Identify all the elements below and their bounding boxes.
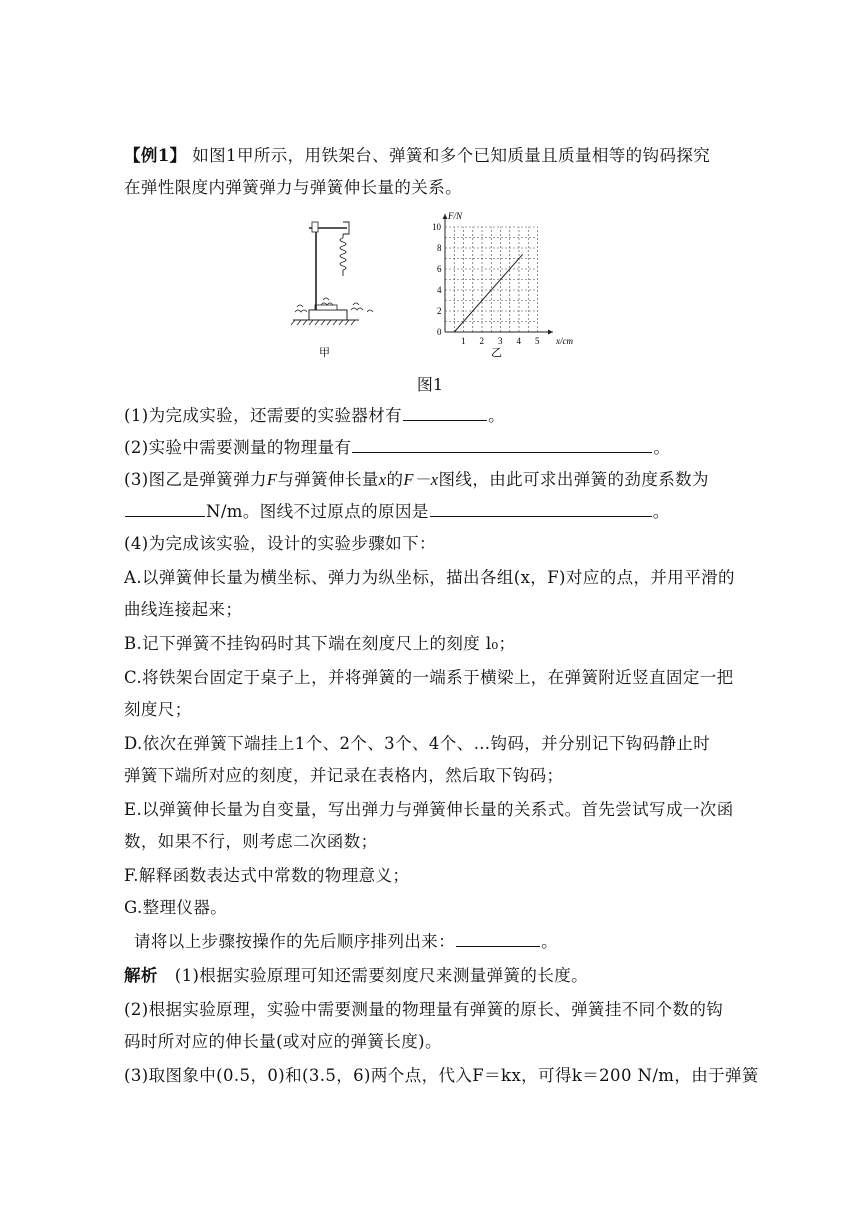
step-a-line-2: 曲线连接起来； <box>124 600 243 619</box>
answer-blank-3a[interactable] <box>125 500 205 517</box>
symbol-x: x <box>378 470 387 489</box>
example-stem-line-1 <box>124 144 744 168</box>
x-tick-label: 4 <box>516 336 521 346</box>
example-label: 【例1】 <box>124 146 187 165</box>
step-g: G.整理仪器。 <box>124 898 228 917</box>
question-1-text: (1)为完成实验，还需要的实验器材有 <box>124 406 403 425</box>
question-1-end: 。 <box>488 406 505 425</box>
question-2 <box>124 436 744 460</box>
x-tick-label: 5 <box>535 336 540 346</box>
answer-blank-order[interactable] <box>456 930 540 947</box>
order-question <box>134 930 754 954</box>
question-3-text-a: (3)图乙是弹簧弹力 <box>124 470 267 489</box>
analysis-label: 解析 <box>124 966 158 985</box>
question-2-end: 。 <box>653 438 671 457</box>
step-c-line-1: C.将铁架台固定于桌子上，并将弹簧的一端系于横梁上，在弹簧附近竖直固定一把 <box>124 668 734 687</box>
y-tick-label: 0 <box>437 327 442 337</box>
analysis-2-line-2: 码时所对应的伸长量(或对应的弹簧长度)。 <box>124 1032 442 1051</box>
y-axis-label: F/N <box>448 211 463 221</box>
question-3-line-1 <box>124 468 744 492</box>
symbol-F-x: F－x <box>403 470 439 489</box>
figure-label-jia: 甲 <box>319 346 330 359</box>
step-e-line-2: 数，如果不行，则考虑二次函数； <box>124 832 378 851</box>
x-tick-label: 2 <box>479 336 484 346</box>
graph-grid <box>445 227 538 332</box>
step-d-line-1: D.依次在弹簧下端挂上1个、2个、3个、4个、…钩码，并分别记下钩码静止时 <box>124 734 711 753</box>
step-c-line-2: 刻度尺； <box>124 700 192 719</box>
y-tick-label: 4 <box>437 285 442 295</box>
figure-1 <box>285 208 585 368</box>
question-4: (4)为完成该实验，设计的实验步骤如下： <box>124 534 436 553</box>
figure-label-yi: 乙 <box>491 346 502 359</box>
question-1 <box>124 404 744 428</box>
analysis-1: (1)根据实验原理可知还需要刻度尺来测量弹簧的长度。 <box>174 966 589 985</box>
step-b: B.记下弹簧不挂钩码时其下端在刻度尺上的刻度 l₀； <box>124 634 516 653</box>
example-stem-line-2: 在弹性限度内弹簧弹力与弹簧伸长量的关系。 <box>124 178 462 197</box>
x-tick-labels <box>461 336 540 346</box>
step-a-line-1: A.以弹簧伸长量为横坐标、弹力为纵坐标，描出各组(x，F)对应的点，并用平滑的 <box>124 568 735 587</box>
question-3-line-2 <box>124 500 744 524</box>
x-tick-label: 1 <box>461 336 466 346</box>
question-3-text-d: 图线，由此可求出弹簧的劲度系数为 <box>438 470 709 489</box>
apparatus-illustration <box>291 222 373 359</box>
step-f: F.解释函数表达式中常数的物理意义； <box>124 866 410 885</box>
x-tick-label: 3 <box>498 336 503 346</box>
y-tick-label: 8 <box>437 243 442 253</box>
analysis-line-1 <box>124 964 744 988</box>
y-tick-label: 2 <box>437 306 442 316</box>
step-d-line-2: 弹簧下端所对应的刻度，并记录在表格内，然后取下钩码； <box>124 766 564 785</box>
question-3-unit: N/m。图线不过原点的原因是 <box>206 502 429 521</box>
example-stem-1: 如图1甲所示，用铁架台、弹簧和多个已知质量且质量相等的钩码探究 <box>192 146 711 165</box>
figure-caption: 图1 <box>416 375 444 394</box>
analysis-3-line-1: (3)取图象中(0.5，0)和(3.5，6)两个点，代入F＝kx，可得k＝200 N/m，由于弹簧 <box>124 1066 759 1085</box>
step-e-line-1: E.以弹簧伸长量为自变量，写出弹力与弹簧伸长量的关系式。首先尝试写成一次函 <box>124 800 734 819</box>
y-tick-label: 6 <box>437 264 442 274</box>
fx-graph <box>432 211 573 359</box>
y-axis-arrow-icon <box>443 214 448 219</box>
answer-blank-1[interactable] <box>403 404 487 421</box>
symbol-F: F <box>266 470 278 489</box>
answer-blank-3b[interactable] <box>430 500 652 517</box>
question-3-text-c: 的 <box>386 470 404 489</box>
order-question-text: 请将以上步骤按操作的先后顺序排列出来： <box>134 932 456 951</box>
analysis-2-line-1: (2)根据实验原理，实验中需要测量的物理量有弹簧的原长、弹簧挂不同个数的钩 <box>124 1000 724 1019</box>
question-2-text: (2)实验中需要测量的物理量有 <box>124 438 352 457</box>
order-question-end: 。 <box>541 932 559 951</box>
answer-blank-2[interactable] <box>352 436 652 453</box>
x-axis-arrow-icon <box>548 330 553 335</box>
y-tick-label: 10 <box>432 222 441 232</box>
question-3-text-b: 与弹簧伸长量 <box>277 470 379 489</box>
y-tick-labels <box>432 222 442 337</box>
question-3-end: 。 <box>652 502 670 521</box>
x-axis-label: x/cm <box>556 336 573 346</box>
fx-data-line <box>454 254 522 332</box>
